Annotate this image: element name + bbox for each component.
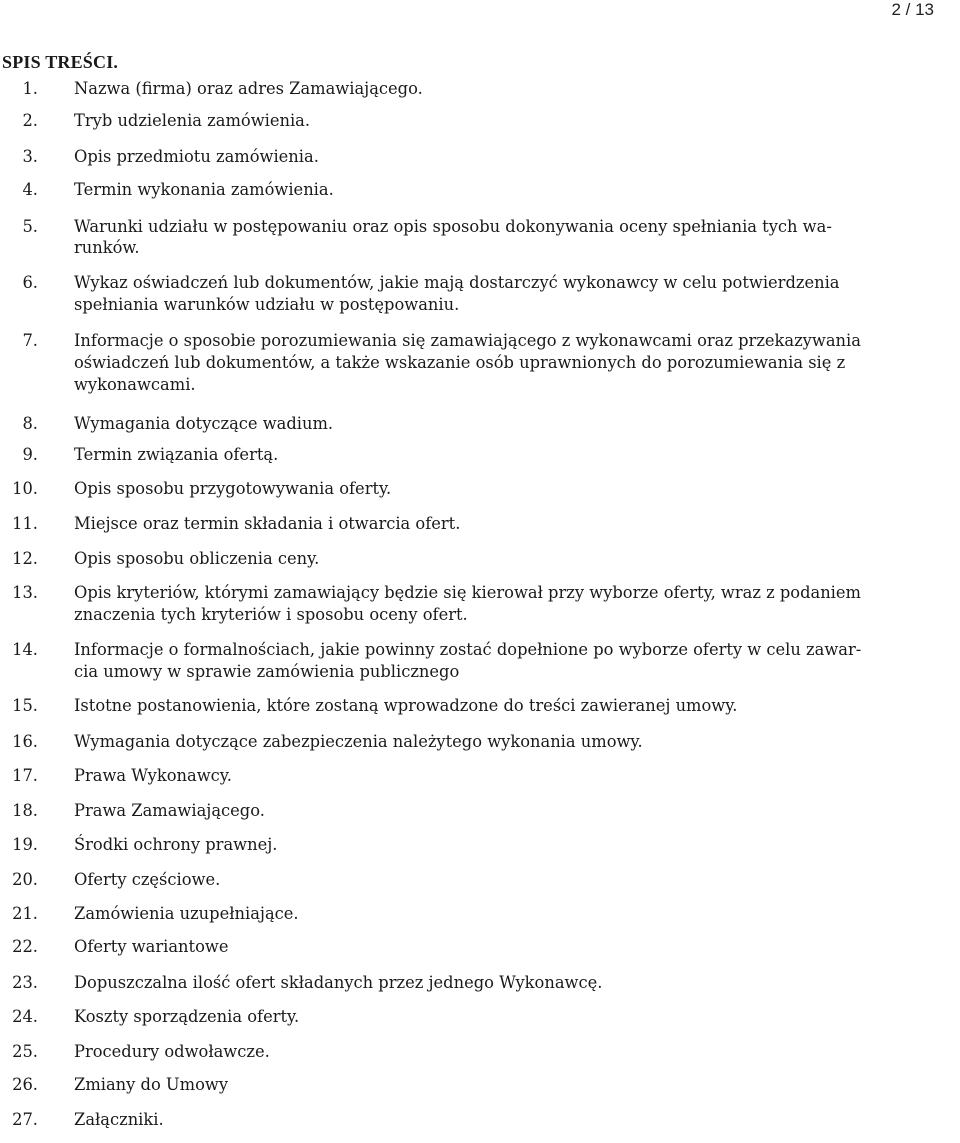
toc-item-text (74, 146, 956, 168)
toc-item-line: Dopuszczalna ilość ofert składanych przez jednego Wykonawcę. (74, 973, 603, 992)
toc-item-text (74, 330, 956, 396)
toc-item-text (74, 413, 956, 435)
toc-item-number: 27. (12, 1110, 38, 1129)
toc-item-line: znaczenia tych kryteriów i sposobu oceny ofert. (74, 605, 468, 624)
toc-item-line: Koszty sporządzenia oferty. (74, 1007, 300, 1026)
toc-item-text (74, 513, 956, 535)
toc-item-line: cia umowy w sprawie zamówienia publicznego (74, 662, 460, 681)
toc-item-number: 16. (12, 732, 38, 751)
toc-item-number: 21. (12, 904, 38, 923)
toc-item-number: 10. (12, 479, 38, 498)
toc-item-number: 14. (12, 640, 38, 659)
toc-item-line: Wymagania dotyczące wadium. (74, 414, 334, 433)
toc-item-number: 2. (22, 111, 38, 130)
toc-item-line: Wymagania dotyczące zabezpieczenia należytego wykonania umowy. (74, 732, 643, 751)
toc-item-line: Oferty wariantowe (74, 937, 229, 956)
toc-item-line: Procedury odwoławcze. (74, 1042, 270, 1061)
toc-item-line: Istotne postanowienia, które zostaną wprowadzone do treści zawieranej umowy. (74, 696, 738, 715)
toc-item-number: 24. (12, 1007, 38, 1026)
toc-item-number: 17. (12, 766, 38, 785)
toc-item-line: Oferty częściowe. (74, 870, 221, 889)
toc-item-text (74, 834, 956, 856)
toc-item-text (74, 582, 956, 626)
toc-item-number: 7. (22, 331, 38, 350)
toc-item-number: 6. (22, 273, 38, 292)
toc-item-text (74, 1109, 956, 1131)
toc-item-text (74, 639, 956, 683)
toc-item-text (74, 78, 956, 100)
toc-title: SPIS TREŚCI. (2, 52, 119, 72)
toc-item-text (74, 110, 956, 132)
toc-item-text (74, 179, 956, 201)
toc-item-number: 5. (22, 217, 38, 236)
toc-item-line: Zmiany do Umowy (74, 1075, 229, 1094)
toc-item-text (74, 731, 956, 753)
toc-item-line: Nazwa (firma) oraz adres Zamawiającego. (74, 79, 423, 98)
toc-item-line: Prawa Zamawiającego. (74, 801, 265, 820)
toc-item-text (74, 972, 956, 994)
toc-item-number: 12. (12, 549, 38, 568)
toc-item-line: Opis kryteriów, którymi zamawiający będzie się kierował przy wyborze oferty, wraz z podaniem (74, 583, 861, 602)
toc-item-number: 18. (12, 801, 38, 820)
toc-item-text (74, 444, 956, 466)
toc-item-text (74, 548, 956, 570)
toc-item-text (74, 216, 956, 258)
toc-item-line: oświadczeń lub dokumentów, a także wskazanie osób uprawnionych do porozumiewania się z (74, 353, 846, 372)
toc-item-text (74, 800, 956, 822)
toc-item-line: Załączniki. (74, 1110, 164, 1129)
toc-item-text (74, 765, 956, 787)
toc-item-number: 4. (22, 180, 38, 199)
toc-item-line: Termin związania ofertą. (74, 445, 279, 464)
toc-item-number: 13. (12, 583, 38, 602)
toc-item-text (74, 903, 956, 925)
toc-item-line: Informacje o formalnościach, jakie powinny zostać dopełnione po wyborze oferty w celu zawar- (74, 640, 862, 659)
toc-item-line: Warunki udziału w postępowaniu oraz opis sposobu dokonywania oceny spełniania tych wa- (74, 217, 832, 236)
toc-item-line: runków. (74, 238, 140, 257)
toc-item-number: 3. (22, 147, 38, 166)
toc-item-number: 11. (12, 514, 38, 533)
toc-item-number: 26. (12, 1075, 38, 1094)
toc-item-line: Tryb udzielenia zamówienia. (74, 111, 311, 130)
toc-item-line: Wykaz oświadczeń lub dokumentów, jakie mają dostarczyć wykonawcy w celu potwierdzenia (74, 273, 840, 292)
toc-item-line: Miejsce oraz termin składania i otwarcia ofert. (74, 514, 461, 533)
toc-item-text (74, 936, 956, 958)
toc-item-text (74, 869, 956, 891)
toc-item-line: Zamówienia uzupełniające. (74, 904, 299, 923)
toc-item-number: 25. (12, 1042, 38, 1061)
toc-item-text (74, 478, 956, 500)
toc-item-number: 22. (12, 937, 38, 956)
toc-item-number: 23. (12, 973, 38, 992)
toc-item-line: Opis przedmiotu zamówienia. (74, 147, 319, 166)
toc-item-number: 8. (22, 414, 38, 433)
toc-item-line: wykonawcami. (74, 375, 196, 394)
toc-item-line: Środki ochrony prawnej. (74, 835, 278, 854)
toc-item-line: spełniania warunków udziału w postępowaniu. (74, 295, 460, 314)
toc-item-line: Termin wykonania zamówienia. (74, 180, 334, 199)
toc-item-number: 20. (12, 870, 38, 889)
toc-item-line: Informacje o sposobie porozumiewania się zamawiającego z wykonawcami oraz przekazywania (74, 331, 861, 350)
toc-item-line: Prawa Wykonawcy. (74, 766, 232, 785)
toc-item-number: 9. (22, 445, 38, 464)
toc-item-text (74, 1006, 956, 1028)
toc-item-number: 15. (12, 696, 38, 715)
toc-item-text (74, 1041, 956, 1063)
toc-item-line: Opis sposobu obliczenia ceny. (74, 549, 320, 568)
toc-item-text (74, 1074, 956, 1096)
toc-item-number: 1. (22, 79, 38, 98)
toc-item-number: 19. (12, 835, 38, 854)
toc-item-text (74, 272, 956, 316)
page-number: 2 / 13 (891, 0, 934, 19)
toc-item-line: Opis sposobu przygotowywania oferty. (74, 479, 392, 498)
toc-item-text (74, 695, 956, 717)
